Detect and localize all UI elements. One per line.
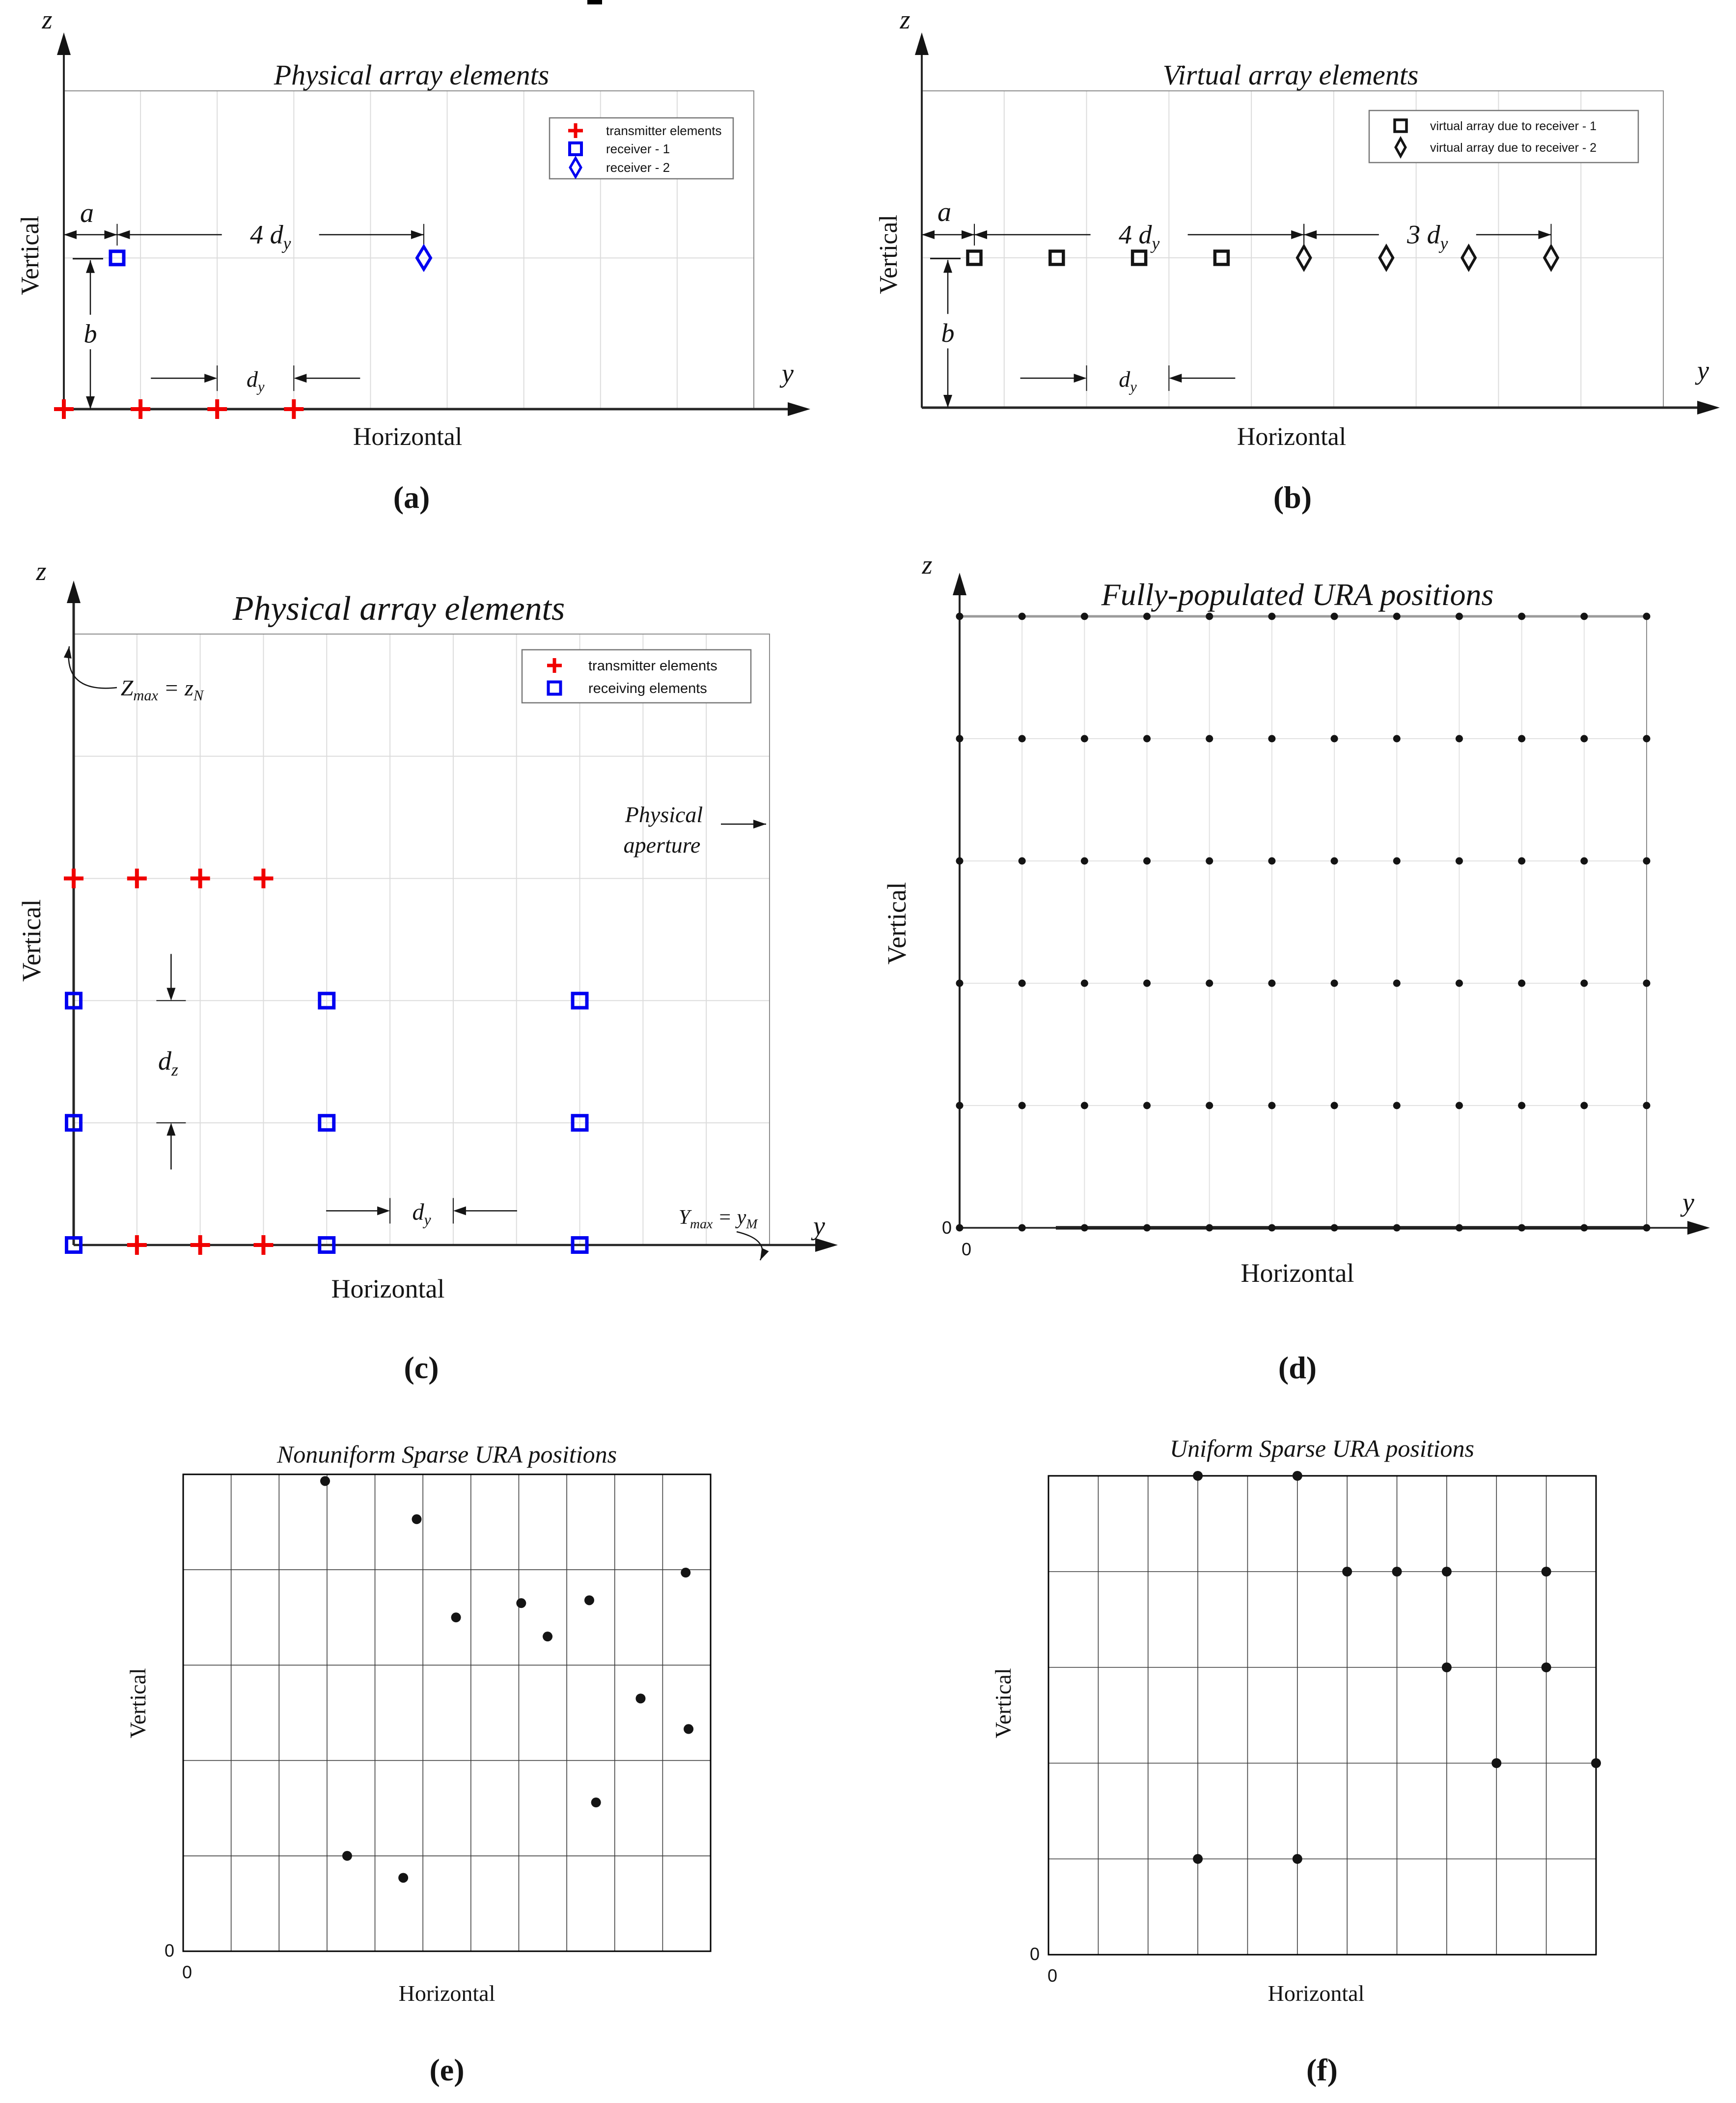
marker-dot-icon bbox=[1643, 1102, 1651, 1109]
marker-dot-icon bbox=[1643, 858, 1651, 865]
dim-label: 3 $d_y$ bbox=[1407, 220, 1448, 253]
panel-f-title: Uniform Sparse URA positions bbox=[1170, 1435, 1474, 1462]
marker-dot-icon bbox=[1580, 1102, 1588, 1109]
legend-entry-label: transmitter elements bbox=[588, 658, 717, 674]
marker-dot-icon bbox=[1580, 735, 1588, 743]
marker-dot-icon bbox=[1268, 735, 1275, 743]
marker-dot-icon bbox=[1591, 1758, 1601, 1768]
marker-dot-icon bbox=[635, 1693, 645, 1703]
panel-c-caption: (c) bbox=[404, 1350, 439, 1385]
marker-dot-icon bbox=[1331, 613, 1338, 620]
marker-dot-icon bbox=[1019, 858, 1026, 865]
annotation-text: $Y_{max} = y_M$ bbox=[678, 1206, 758, 1232]
marker-dot-icon bbox=[1518, 735, 1525, 743]
marker-dot-icon bbox=[956, 1102, 964, 1109]
marker-dot-icon bbox=[1518, 1224, 1525, 1232]
marker-dot-icon bbox=[1456, 1224, 1463, 1232]
panel-d-ylabel: Vertical bbox=[882, 882, 911, 965]
legend-box bbox=[1369, 111, 1638, 163]
marker-dot-icon bbox=[1193, 1471, 1203, 1481]
marker-dot-icon bbox=[1206, 858, 1213, 865]
marker-dot-icon bbox=[1143, 735, 1151, 743]
marker-dot-icon bbox=[1580, 858, 1588, 865]
marker-dot-icon bbox=[956, 1224, 964, 1232]
marker-dot-icon bbox=[1518, 980, 1525, 987]
legend-entry-label: receiver - 2 bbox=[606, 160, 670, 175]
legend-entry-label: virtual array due to receiver - 2 bbox=[1430, 140, 1597, 155]
legend-entry-label: receiver - 1 bbox=[606, 141, 670, 157]
annotation-text: aperture bbox=[623, 832, 701, 858]
marker-dot-icon bbox=[1268, 980, 1275, 987]
marker-dot-icon bbox=[1081, 1102, 1088, 1109]
marker-dot-icon bbox=[516, 1598, 526, 1608]
marker-dot-icon bbox=[1393, 1102, 1401, 1109]
marker-dot-icon bbox=[1143, 1102, 1151, 1109]
axis-tick-zero: 0 bbox=[182, 1962, 193, 1982]
annotation-text: $Z_{max} = z_N$ bbox=[120, 675, 204, 704]
marker-dot-icon bbox=[1456, 735, 1463, 743]
marker-dot-icon bbox=[1019, 613, 1026, 620]
marker-dot-icon bbox=[1456, 858, 1463, 865]
marker-dot-icon bbox=[1143, 980, 1151, 987]
marker-dot-icon bbox=[1268, 858, 1275, 865]
marker-dot-icon bbox=[1206, 980, 1213, 987]
marker-dot-icon bbox=[1580, 1224, 1588, 1232]
panel-e-caption: (e) bbox=[429, 2052, 465, 2087]
z-axis-letter: z bbox=[922, 550, 933, 580]
marker-dot-icon bbox=[1392, 1567, 1402, 1577]
dim-label: $d_z$ bbox=[158, 1046, 178, 1079]
marker-dot-icon bbox=[1331, 1224, 1338, 1232]
legend-entry-label: transmitter elements bbox=[606, 123, 722, 138]
panel-a-legend bbox=[550, 118, 733, 179]
z-axis-letter: z bbox=[36, 556, 47, 586]
marker-dot-icon bbox=[956, 858, 964, 865]
marker-dot-icon bbox=[1491, 1758, 1501, 1768]
panel-a-xlabel: Horizontal bbox=[353, 423, 463, 451]
marker-dot-icon bbox=[1456, 613, 1463, 620]
marker-dot-icon bbox=[1643, 1224, 1651, 1232]
panel-d-xlabel: Horizontal bbox=[1240, 1258, 1354, 1288]
panel-b-legend bbox=[1369, 111, 1638, 163]
marker-dot-icon bbox=[1268, 1102, 1275, 1109]
panel-c-ylabel: Vertical bbox=[17, 899, 46, 982]
page-crop-artifact bbox=[587, 0, 602, 4]
marker-dot-icon bbox=[1293, 1854, 1302, 1864]
panel-e-xlabel: Horizontal bbox=[398, 1981, 496, 2006]
marker-dot-icon bbox=[684, 1724, 693, 1734]
axis-tick-zero: 0 bbox=[164, 1940, 174, 1961]
panel-f-ylabel: Vertical bbox=[991, 1668, 1016, 1739]
marker-dot-icon bbox=[1331, 980, 1338, 987]
annotation-text: a bbox=[80, 198, 94, 228]
marker-dot-icon bbox=[320, 1476, 330, 1486]
marker-dot-icon bbox=[342, 1851, 352, 1861]
annotation-text: Physical bbox=[625, 802, 703, 827]
panel-b-xlabel: Horizontal bbox=[1237, 423, 1347, 451]
marker-dot-icon bbox=[1081, 735, 1088, 743]
marker-dot-icon bbox=[1081, 613, 1088, 620]
marker-dot-icon bbox=[1518, 1102, 1525, 1109]
panel-f-xlabel: Horizontal bbox=[1268, 1981, 1365, 2006]
legend-entry-label: receiving elements bbox=[588, 681, 707, 697]
panel-d-caption: (d) bbox=[1278, 1350, 1317, 1385]
panel-e-ylabel: Vertical bbox=[125, 1668, 150, 1739]
marker-dot-icon bbox=[412, 1514, 421, 1524]
axis-tick-zero: 0 bbox=[941, 1218, 952, 1238]
y-axis-letter: y bbox=[1697, 356, 1709, 385]
marker-dot-icon bbox=[1019, 1102, 1026, 1109]
dim-label: b bbox=[83, 319, 97, 349]
dim-label: $d_y$ bbox=[1119, 366, 1137, 395]
marker-dot-icon bbox=[1643, 613, 1651, 620]
panel-c-title: Physical array elements bbox=[232, 590, 565, 628]
marker-dot-icon bbox=[543, 1632, 552, 1641]
marker-dot-icon bbox=[1081, 980, 1088, 987]
marker-dot-icon bbox=[956, 613, 964, 620]
marker-dot-icon bbox=[1393, 858, 1401, 865]
dim-label: b bbox=[941, 318, 955, 348]
marker-dot-icon bbox=[1206, 735, 1213, 743]
marker-dot-icon bbox=[1206, 613, 1213, 620]
marker-dot-icon bbox=[1143, 613, 1151, 620]
y-axis-letter: y bbox=[1682, 1188, 1694, 1217]
marker-dot-icon bbox=[1393, 1224, 1401, 1232]
marker-dot-icon bbox=[1019, 1224, 1026, 1232]
marker-dot-icon bbox=[1643, 735, 1651, 743]
panel-b-ylabel: Vertical bbox=[875, 215, 903, 294]
marker-dot-icon bbox=[1580, 613, 1588, 620]
panel-b-title: Virtual array elements bbox=[1162, 59, 1419, 91]
dim-label: 4 $d_y$ bbox=[1118, 220, 1160, 253]
marker-dot-icon bbox=[1643, 980, 1651, 987]
marker-dot-icon bbox=[1393, 735, 1401, 743]
z-axis-letter: z bbox=[900, 5, 910, 34]
panel-d-title: Fully-populated URA positions bbox=[1101, 577, 1494, 612]
axis-tick-zero: 0 bbox=[1029, 1944, 1040, 1964]
marker-dot-icon bbox=[1081, 1224, 1088, 1232]
legend-entry-label: virtual array due to receiver - 1 bbox=[1430, 119, 1597, 133]
z-axis-letter: z bbox=[42, 5, 53, 34]
marker-dot-icon bbox=[1580, 980, 1588, 987]
panel-a-caption: (a) bbox=[393, 480, 430, 515]
dim-label: $d_y$ bbox=[247, 366, 265, 395]
marker-dot-icon bbox=[1442, 1567, 1452, 1577]
panel-e-title: Nonuniform Sparse URA positions bbox=[276, 1440, 617, 1468]
marker-dot-icon bbox=[1143, 1224, 1151, 1232]
annotation-text: a bbox=[937, 197, 951, 227]
marker-dot-icon bbox=[1331, 1102, 1338, 1109]
marker-dot-icon bbox=[1442, 1662, 1452, 1672]
panel-c-legend bbox=[522, 650, 751, 703]
dim-label: 4 $d_y$ bbox=[250, 220, 291, 253]
marker-dot-icon bbox=[1019, 735, 1026, 743]
panel-c-xlabel: Horizontal bbox=[331, 1274, 445, 1303]
marker-dot-icon bbox=[1206, 1224, 1213, 1232]
marker-dot-icon bbox=[1518, 858, 1525, 865]
marker-dot-icon bbox=[398, 1873, 408, 1882]
panel-f-caption: (f) bbox=[1306, 2052, 1338, 2087]
marker-dot-icon bbox=[1143, 858, 1151, 865]
panel-a-title: Physical array elements bbox=[274, 59, 550, 91]
panel-b-caption: (b) bbox=[1273, 480, 1312, 515]
axis-tick-zero: 0 bbox=[1047, 1965, 1058, 1986]
marker-dot-icon bbox=[1542, 1567, 1551, 1577]
marker-dot-icon bbox=[1456, 980, 1463, 987]
marker-dot-icon bbox=[1542, 1662, 1551, 1672]
marker-dot-icon bbox=[681, 1568, 690, 1577]
marker-dot-icon bbox=[1342, 1567, 1352, 1577]
axis-tick-zero: 0 bbox=[961, 1239, 972, 1259]
marker-dot-icon bbox=[451, 1612, 461, 1622]
marker-dot-icon bbox=[956, 735, 964, 743]
marker-dot-icon bbox=[1331, 858, 1338, 865]
marker-dot-icon bbox=[1393, 613, 1401, 620]
marker-dot-icon bbox=[956, 980, 964, 987]
marker-dot-icon bbox=[1081, 858, 1088, 865]
marker-dot-icon bbox=[1193, 1854, 1203, 1864]
y-axis-letter: y bbox=[813, 1211, 825, 1241]
marker-dot-icon bbox=[1268, 1224, 1275, 1232]
panel-a-ylabel: Vertical bbox=[16, 216, 44, 295]
marker-dot-icon bbox=[591, 1798, 601, 1807]
marker-dot-icon bbox=[1293, 1471, 1302, 1481]
marker-dot-icon bbox=[1331, 735, 1338, 743]
marker-dot-icon bbox=[1268, 613, 1275, 620]
dim-label: $d_y$ bbox=[412, 1199, 431, 1229]
y-axis-letter: y bbox=[782, 359, 794, 388]
marker-dot-icon bbox=[1206, 1102, 1213, 1109]
marker-dot-icon bbox=[1393, 980, 1401, 987]
marker-dot-icon bbox=[1019, 980, 1026, 987]
marker-dot-icon bbox=[1518, 613, 1525, 620]
marker-dot-icon bbox=[584, 1595, 594, 1605]
marker-dot-icon bbox=[1456, 1102, 1463, 1109]
